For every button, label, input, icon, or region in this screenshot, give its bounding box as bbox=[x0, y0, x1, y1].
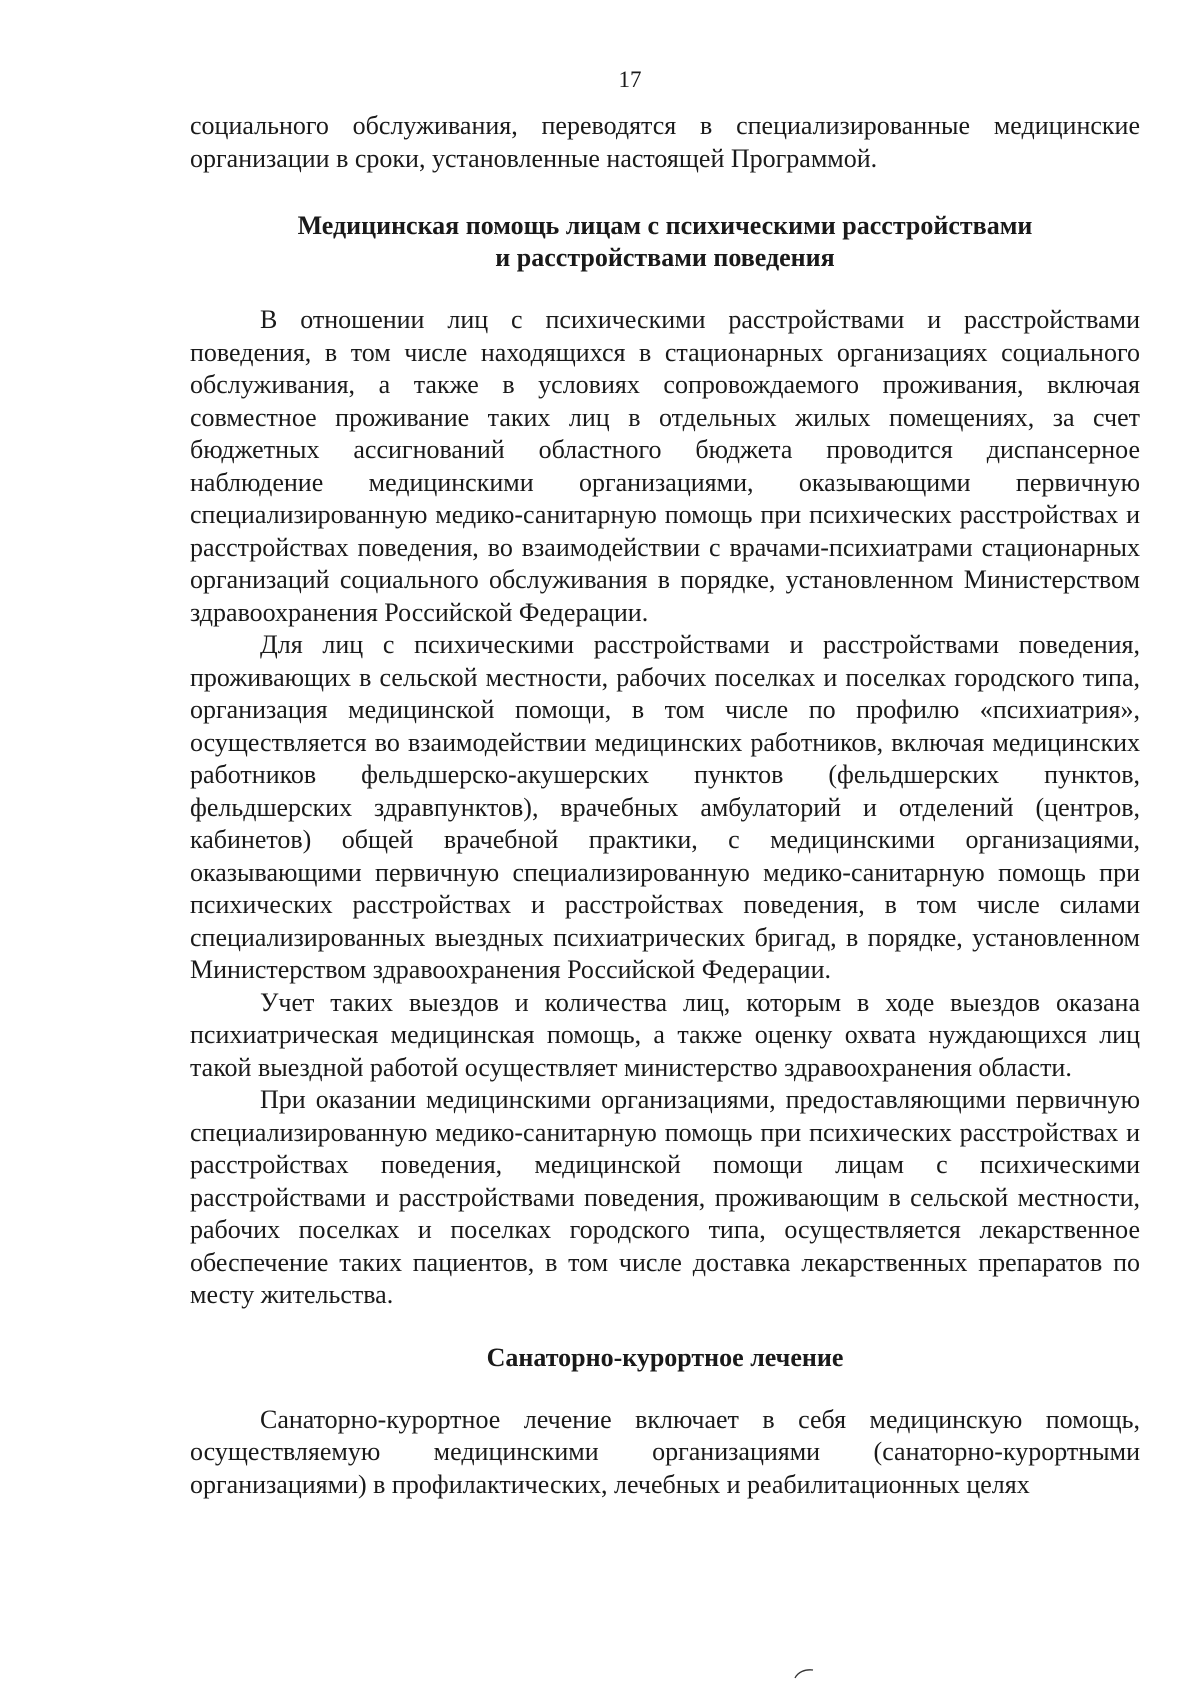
section-heading-line-1: Медицинская помощь лицам с психическими расстройствами bbox=[297, 211, 1033, 240]
scan-pen-mark bbox=[793, 1668, 815, 1680]
paragraph-drug-provision: При оказании медицинскими организациями, предоставляющими первичную специализированную медико-санитарную помощь при психических расстройствах и расстройствах поведения, медицинской помощи лицам с психическими расстройствами и расстройствами поведения, проживающим в сельской местности, рабочих поселках и поселках городского типа, осуществляется лекарственное обеспечение таких пациентов, в том числе доставка лекарственных препаратов по месту жительства. bbox=[190, 1085, 1140, 1309]
section-heading-line-2: и расстройствами поведения bbox=[495, 243, 835, 272]
paragraph-rural-care: Для лиц с психическими расстройствами и расстройствами поведения, проживающих в сельской местности, рабочих поселках и поселках городского типа, организация медицинской помощи, в том числе по профилю «психиатрия», осуществляется во взаимодействии медицинских работников, включая медицинских работников фельдшерско-акушерских пунктов (фельдшерских пунктов, фельдшерских здравпунктов), врачебных амбулаторий и отделений (центров, кабинетов) общей врачебной практики, с медицинскими организациями, оказывающими первичную специализированную медико-санитарную помощь при психических расстройствах и расстройствах поведения, в том числе силами специализированных выездных психиатрических бригад, в порядке, установленном Министерством здравоохранения Российской Федерации. bbox=[190, 630, 1140, 984]
intro-paragraph: социального обслуживания, переводятся в специализированные медицинские организации в сроки, установленные настоящей Программой. bbox=[190, 111, 1140, 173]
paragraph-visit-accounting: Учет таких выездов и количества лиц, которым в ходе выездов оказана психиатрическая медицинская помощь, а также оценку охвата нуждающихся лиц такой выездной работой осуществляет министерство здравоохранения области. bbox=[190, 987, 1140, 1082]
paragraph-sanatorium-treatment: Санаторно-курортное лечение включает в себя медицинскую помощь, осуществляемую медицинскими организациями (санаторно-курортными организациями) в профилактических, лечебных и реабилитационных целях bbox=[190, 1404, 1140, 1499]
section-heading-mental-disorders bbox=[190, 210, 1140, 274]
page-number: 17 bbox=[618, 67, 642, 92]
paragraph-dispensary-observation: В отношении лиц с психическими расстройствами и расстройствами поведения, в том числе находящихся в стационарных организациях социального обслуживания, а также в условиях сопровождаемого проживания, включая совместное проживание таких лиц в отдельных жилых помещениях, за счет бюджетных ассигнований областного бюджета проводится диспансерное наблюдение медицинскими организациями, оказывающими первичную специализированную медико-санитарную помощь при психических расстройствах и расстройствах поведения, во взаимодействии с врачами-психиатрами стационарных организаций социального обслуживания в порядке, установленном Министерством здравоохранения Российской Федерации. bbox=[190, 305, 1140, 627]
document-body bbox=[190, 110, 1140, 1501]
section-heading-sanatorium: Санаторно-курортное лечение bbox=[486, 1342, 844, 1372]
